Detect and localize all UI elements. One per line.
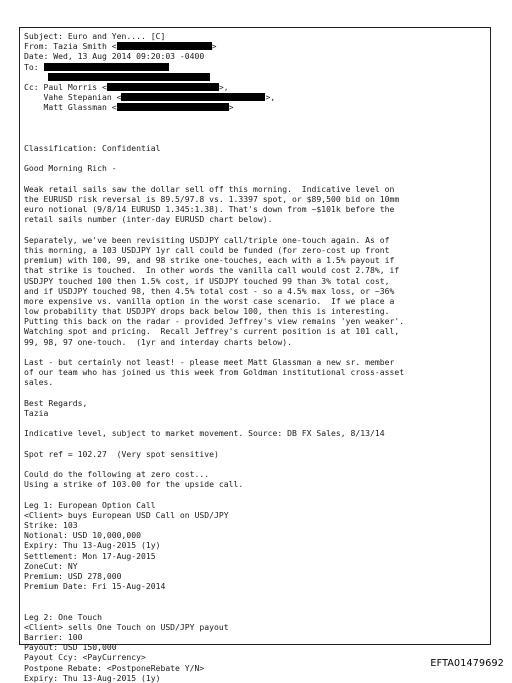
text-line: Separately, we've been revisiting USDJPY call/triple one-touch again. As of <box>24 234 390 245</box>
text-line: and if USDJPY touched 98, then 4.5% total cost - so a 4.5% max loss, or ~36% <box>24 285 395 296</box>
cc-line-1 <box>24 82 484 92</box>
cc2-close: >, <box>265 92 276 103</box>
cc3-close: > <box>228 102 234 113</box>
classification: Classification: Confidential <box>24 143 161 154</box>
from-close: > <box>211 41 217 52</box>
text-line: Weak retail sails saw the dollar sell off this morning. Indicative level on <box>24 183 395 194</box>
text-line: this morning, a 103 USDJPY 1yr call could be funded (for zero-cost up front <box>24 244 390 255</box>
redaction-bar <box>117 42 212 50</box>
text-line: more expensive vs. vanilla option in the worst case scenario. If we place a <box>24 295 395 306</box>
leg-1-line: Strike: 103 <box>24 520 78 530</box>
redaction-bar <box>107 83 219 91</box>
spot-reference: Spot ref = 102.27 (Very spot sensitive) <box>24 448 219 459</box>
from-line <box>24 41 484 51</box>
leg-1-line: Expiry: Thu 13-Aug-2015 (1y) <box>24 540 161 551</box>
email-document <box>24 31 484 683</box>
leg-1-line: ZoneCut: NY <box>24 560 78 571</box>
paragraph-intro <box>24 357 484 388</box>
leg-1-title: Leg 1: European Option Call <box>24 499 156 510</box>
redaction-bar <box>121 93 265 101</box>
leg-2-line: Expiry: Thu 13-Aug-2015 (1y) <box>24 672 161 683</box>
leg-1-line: <Client> buys European USD Call on USD/JPY <box>24 509 229 520</box>
document-id: EFTA01479692 <box>430 658 504 669</box>
leg-2-line: Postpone Rebate: <PostponeRebate Y/N> <box>24 662 205 673</box>
indicative-note: Indicative level, subject to market movement. Source: DB FX Sales, 8/13/14 <box>24 428 385 439</box>
signoff: Best Regards, <box>24 397 88 408</box>
leg-2-line: Payout Ccy: <PayCurrency> <box>24 652 146 663</box>
redaction-bar <box>48 73 210 81</box>
text-line: Last - but certainly not least! - please meet Matt Glassman a new sr. member <box>24 357 395 367</box>
cc1-label: Cc: Paul Morris < <box>24 81 107 92</box>
leg-2-title: Leg 2: One Touch <box>24 611 102 622</box>
redaction-bar <box>117 103 229 111</box>
text-line: Putting this back on the radar - provided Jeffrey's view remains 'yen weaker'. <box>24 316 405 327</box>
leg-2-line: Barrier: 100 <box>24 632 83 643</box>
text-line: USDJPY touched 100 then 1.5% cost, if USDJPY touched 99 than 3% total cost, <box>24 275 390 286</box>
to-label: To: <box>24 61 44 72</box>
cc-line-2 <box>24 92 484 102</box>
text-line: Using a strike of 103.00 for the upside call. <box>24 479 244 490</box>
leg-2-block <box>24 612 484 683</box>
text-line: retail sails number (inter-day EURUSD chart below). <box>24 214 273 225</box>
cc2-label: Vahe Stepanian < <box>24 92 122 103</box>
cc1-close: >, <box>218 81 229 92</box>
text-line: euro notional (9/8/14 EURUSD 1.345:1.38). That's down from ~$101k before the <box>24 204 395 215</box>
cc-line-3 <box>24 102 484 112</box>
text-line: 99, 98, 97 one-touch. (1yr and interday charts below). <box>24 336 293 347</box>
redacted-line <box>24 72 484 82</box>
paragraph-eurusd <box>24 184 484 225</box>
text-line: low probability that USDJPY drops back below 100, then this is interesting. <box>24 306 390 317</box>
paragraph-usdjpy <box>24 235 484 347</box>
subject-line: Subject: Euro and Yen.... [C] <box>24 31 166 41</box>
from-label: From: Tazia Smith < <box>24 41 117 52</box>
text-line: premium) with 100, 99, and 98 strike one-touches, each with a 1.5% payout if <box>24 255 395 266</box>
text-line: of our team who has joined us this week from Goldman institutional cross-asset <box>24 367 405 378</box>
text-line: that strike is touched. In other words the vanilla call would cost 2.78%, if <box>24 265 400 276</box>
signature: Tazia <box>24 407 49 418</box>
greeting: Good Morning Rich - <box>24 163 117 174</box>
leg-1-line: Settlement: Mon 17-Aug-2015 <box>24 550 156 561</box>
leg-1-block <box>24 500 484 592</box>
cc3-label: Matt Glassman < <box>24 102 117 113</box>
date-line: Date: Wed, 13 Aug 2014 09:20:03 -0400 <box>24 51 205 62</box>
leg-2-line: <Client> sells One Touch on USD/JPY payout <box>24 621 229 632</box>
text-line: Could do the following at zero cost... <box>24 469 210 480</box>
text-line: Watching spot and pricing. Recall Jeffrey's current position is at 101 call, <box>24 326 400 337</box>
text-line: sales. <box>24 377 54 388</box>
text-line: the EURUSD risk reversal is 89.5/97.8 vs. 1.3397 spot, or $89,500 bid on 10mm <box>24 194 400 204</box>
to-line <box>24 62 484 72</box>
leg-2-line: Payout: USD 150,000 <box>24 642 117 653</box>
redaction-bar <box>44 63 169 71</box>
leg-1-line: Premium: USD 278,000 <box>24 570 122 581</box>
leg-1-line: Premium Date: Fri 15-Aug-2014 <box>24 581 166 592</box>
leg-1-line: Notional: USD 10,000,000 <box>24 530 141 541</box>
